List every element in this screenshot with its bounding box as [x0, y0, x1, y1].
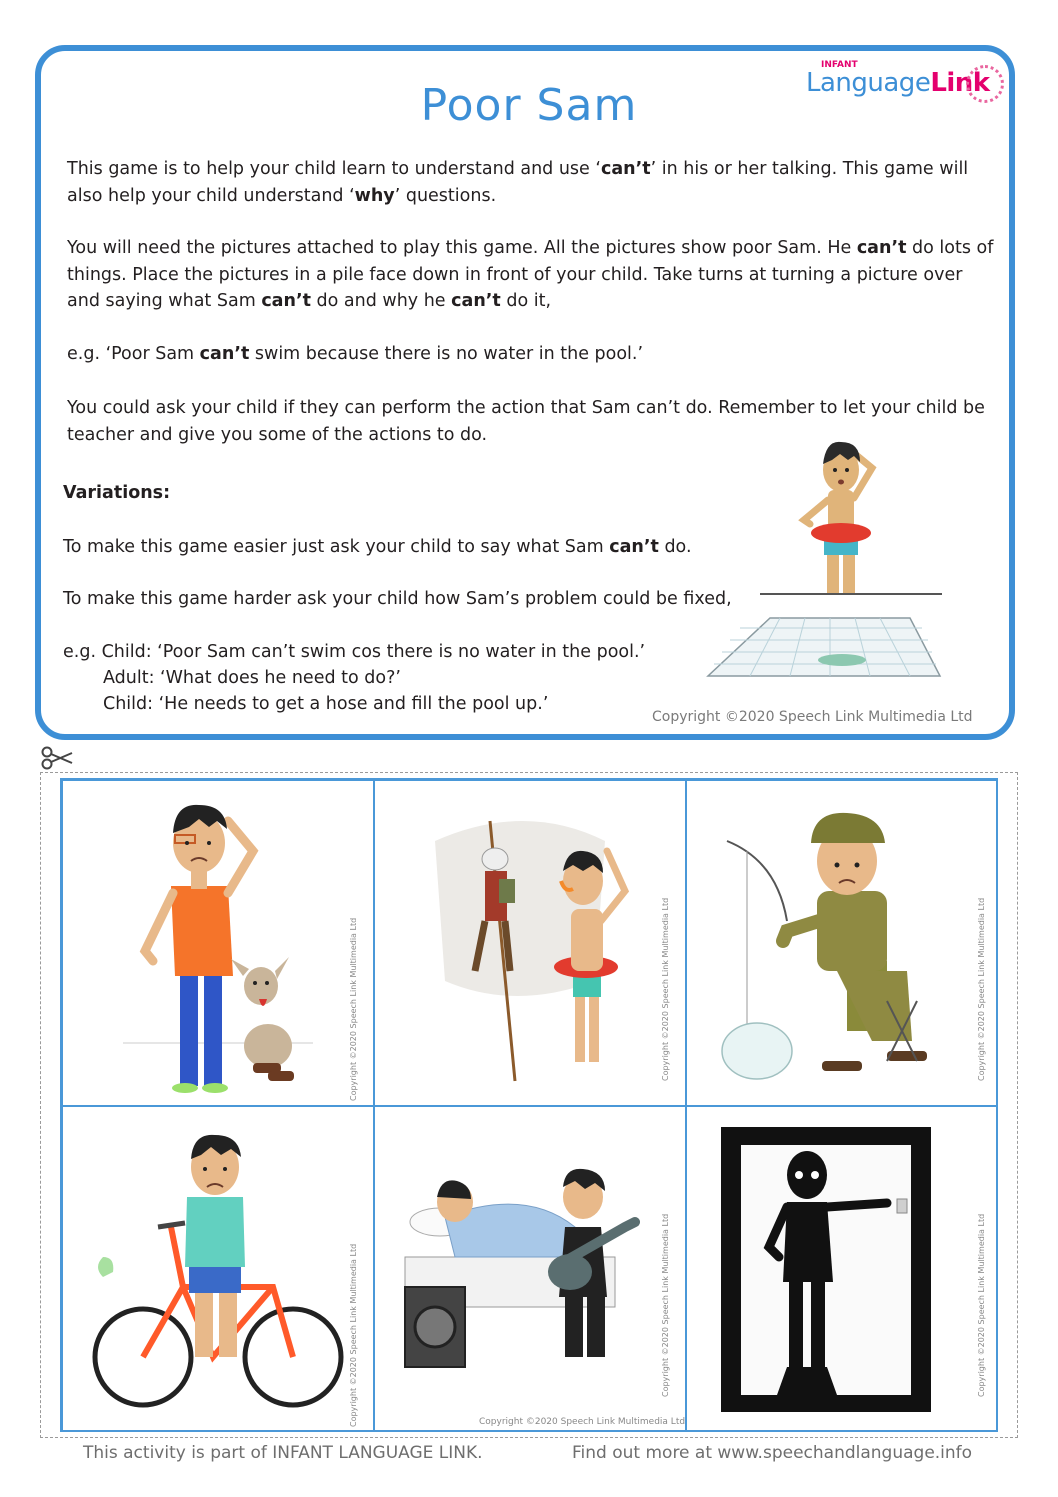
- logo-language: Language: [806, 68, 931, 98]
- card-sam-dark-illustration: [687, 1107, 998, 1432]
- card-sam-dark: [686, 1106, 998, 1432]
- card-sam-fishing-illustration: [687, 781, 998, 1106]
- card-copyright-bottom: Copyright ©2020 Speech Link Multimedia Ltd: [479, 1417, 686, 1427]
- copyright-text: Copyright ©2020 Speech Link Multimedia Ltd: [652, 709, 973, 725]
- logo-infant-text: INFANT: [821, 60, 858, 70]
- card-sam-bike-illustration: [63, 1107, 374, 1432]
- footer-activity-note: This activity is part of INFANT LANGUAGE LINK.: [83, 1443, 483, 1463]
- card-copyright: Copyright ©2020 Speech Link Multimedia Ltd: [349, 1243, 358, 1427]
- intro-paragraph-4: You could ask your child if they can perform the action that Sam can’t do. Remember to let your child be teacher and give you some of the actions to do.: [67, 398, 985, 445]
- card-copyright: Copyright ©2020 Speech Link Multimedia Ltd: [977, 897, 986, 1081]
- logo-brand-text: [806, 68, 990, 98]
- footer-website: Find out more at www.speechandlanguage.info: [572, 1443, 973, 1463]
- picture-cards-grid: [60, 778, 998, 1432]
- card-sam-climbing-illustration: [375, 781, 686, 1106]
- intro-paragraph-2: You will need the pictures attached to play this game. All the pictures show poor Sam. He can’t do lots of things. Place the pictures in a pile face down in front of your child. Take turns at turning a picture over and saying what Sam can’t do and why he can’t do it,: [67, 238, 994, 311]
- card-sam-fishing: [686, 780, 998, 1106]
- card-copyright: Copyright ©2020 Speech Link Multimedia Ltd: [977, 1213, 986, 1397]
- card-sam-no-shoes: [62, 780, 374, 1106]
- card-copyright: Copyright ©2020 Speech Link Multimedia Ltd: [349, 917, 358, 1101]
- variations-heading: Variations:: [63, 483, 171, 503]
- variation-harder: To make this game harder ask your child how Sam’s problem could be fixed,: [63, 589, 732, 609]
- card-sam-climbing: [374, 780, 686, 1106]
- intro-paragraph-1: This game is to help your child learn to understand and use ‘can’t’ in his or her talking. This game will also help your child understand ‘why’ questions.: [67, 159, 969, 206]
- language-link-logo: [806, 60, 1006, 120]
- logo-link: Link: [930, 68, 990, 98]
- scissors-icon: [40, 746, 76, 770]
- page-title: Poor Sam: [420, 80, 638, 131]
- card-sam-no-shoes-illustration: [63, 781, 374, 1106]
- card-sam-bed-illustration: [375, 1107, 686, 1432]
- variation-example-3: Child: ‘He needs to get a hose and fill the pool up.’: [103, 694, 549, 714]
- card-copyright: Copyright ©2020 Speech Link Multimedia Ltd: [661, 897, 670, 1081]
- card-sam-bike: [62, 1106, 374, 1432]
- card-sam-bed: [374, 1106, 686, 1432]
- variation-example-2: Adult: ‘What does he need to do?’: [103, 668, 401, 688]
- variation-example-1: e.g. Child: ‘Poor Sam can’t swim cos there is no water in the pool.’: [63, 642, 646, 662]
- intro-example: e.g. ‘Poor Sam can’t swim because there is no water in the pool.’: [67, 344, 644, 364]
- sam-empty-pool-illustration: [700, 428, 950, 690]
- logo-dots-icon: [966, 65, 1004, 103]
- card-copyright: Copyright ©2020 Speech Link Multimedia Ltd: [661, 1213, 670, 1397]
- variation-easier: To make this game easier just ask your child to say what Sam can’t do.: [63, 537, 692, 557]
